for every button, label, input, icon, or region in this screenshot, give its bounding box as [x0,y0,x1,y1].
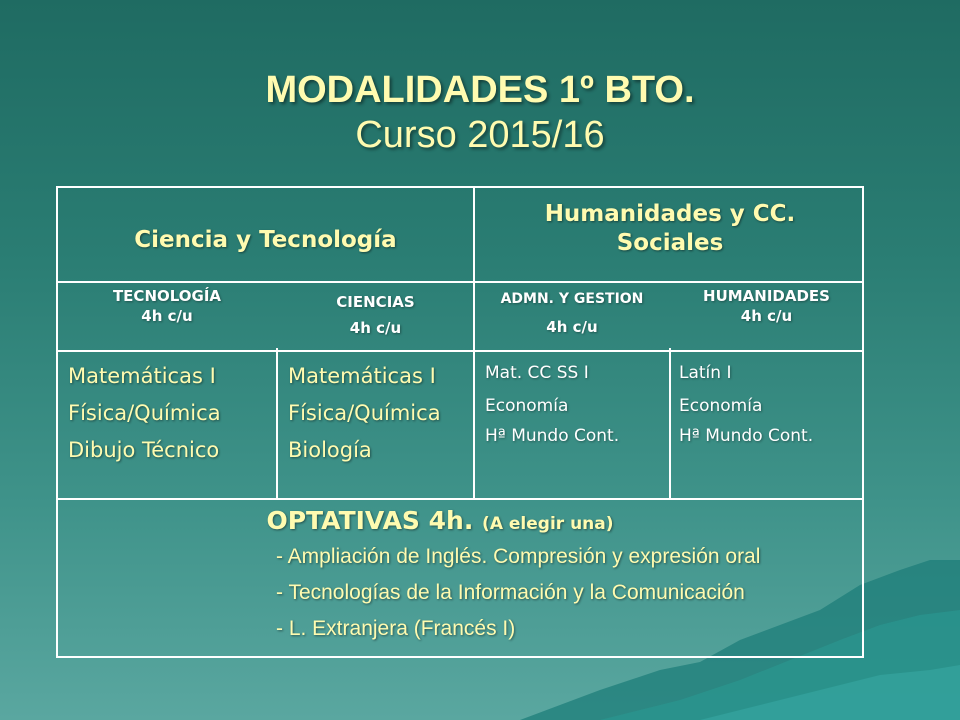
subject-item: Física/Química [68,401,221,425]
subject-item: Hª Mundo Cont. [485,426,620,446]
branch-hours: 4h c/u [349,319,402,337]
subjects-humanidades [679,356,862,450]
modality-label: Humanidades y CC. Sociales [544,201,796,256]
subject-item: Matemáticas I [68,364,216,388]
subject-item: Economía [679,396,763,416]
grid-line [58,498,862,500]
optativas-note: (A elegir una) [482,514,614,534]
branch-hours: 4h c/u [740,307,793,325]
modalities-table [56,186,864,658]
subjects-admn-gestion [485,356,669,450]
branch-name: TECNOLOGÍA [112,287,222,305]
branch-header-tecnologia [58,286,276,326]
grid-line [473,188,475,498]
grid-line [58,281,862,283]
grid-line [669,348,671,498]
grid-line [276,348,278,498]
subject-item: Física/Química [288,401,441,425]
optativas-list [58,539,862,647]
slide-title-block [0,68,960,158]
optativa-item: - Ampliación de Inglés. Compresión y expresión oral [276,545,761,568]
branch-name: HUMANIDADES [703,287,830,305]
branch-hours: 4h c/u [546,318,598,336]
slide-subtitle: Curso 2015/16 [355,114,605,156]
subject-item: Hª Mundo Cont. [679,426,814,446]
optativa-item: - L. Extranjera (Francés I) [276,617,516,640]
subject-item: Latín I [679,363,732,383]
branch-header-admn-gestion [475,285,669,341]
modality-ciencia-tecnologia [58,226,473,255]
branch-hours: 4h c/u [141,307,193,325]
grid-line [58,350,862,352]
optativas-section [58,506,862,647]
subject-item: Economía [485,396,569,416]
subject-item: Matemáticas I [288,364,436,388]
branch-header-ciencias [278,289,473,341]
subject-item: Dibujo Técnico [68,438,220,462]
branch-name: ADMN. Y GESTION [500,291,644,307]
optativas-heading [58,506,862,535]
subject-item: Mat. CC SS I [485,363,589,383]
subjects-tecnologia [68,358,274,469]
modality-label: Ciencia y Tecnología [134,227,397,253]
modality-humanidades-sociales [478,200,862,258]
subjects-ciencias [288,358,473,469]
branch-name: CIENCIAS [336,293,415,311]
subject-item: Biología [288,438,372,462]
slide-title: MODALIDADES 1º BTO. [265,69,695,111]
branch-header-humanidades [671,286,862,326]
optativas-title: OPTATIVAS 4h. [266,506,474,535]
optativa-item: - Tecnologías de la Información y la Comunicación [276,581,745,604]
